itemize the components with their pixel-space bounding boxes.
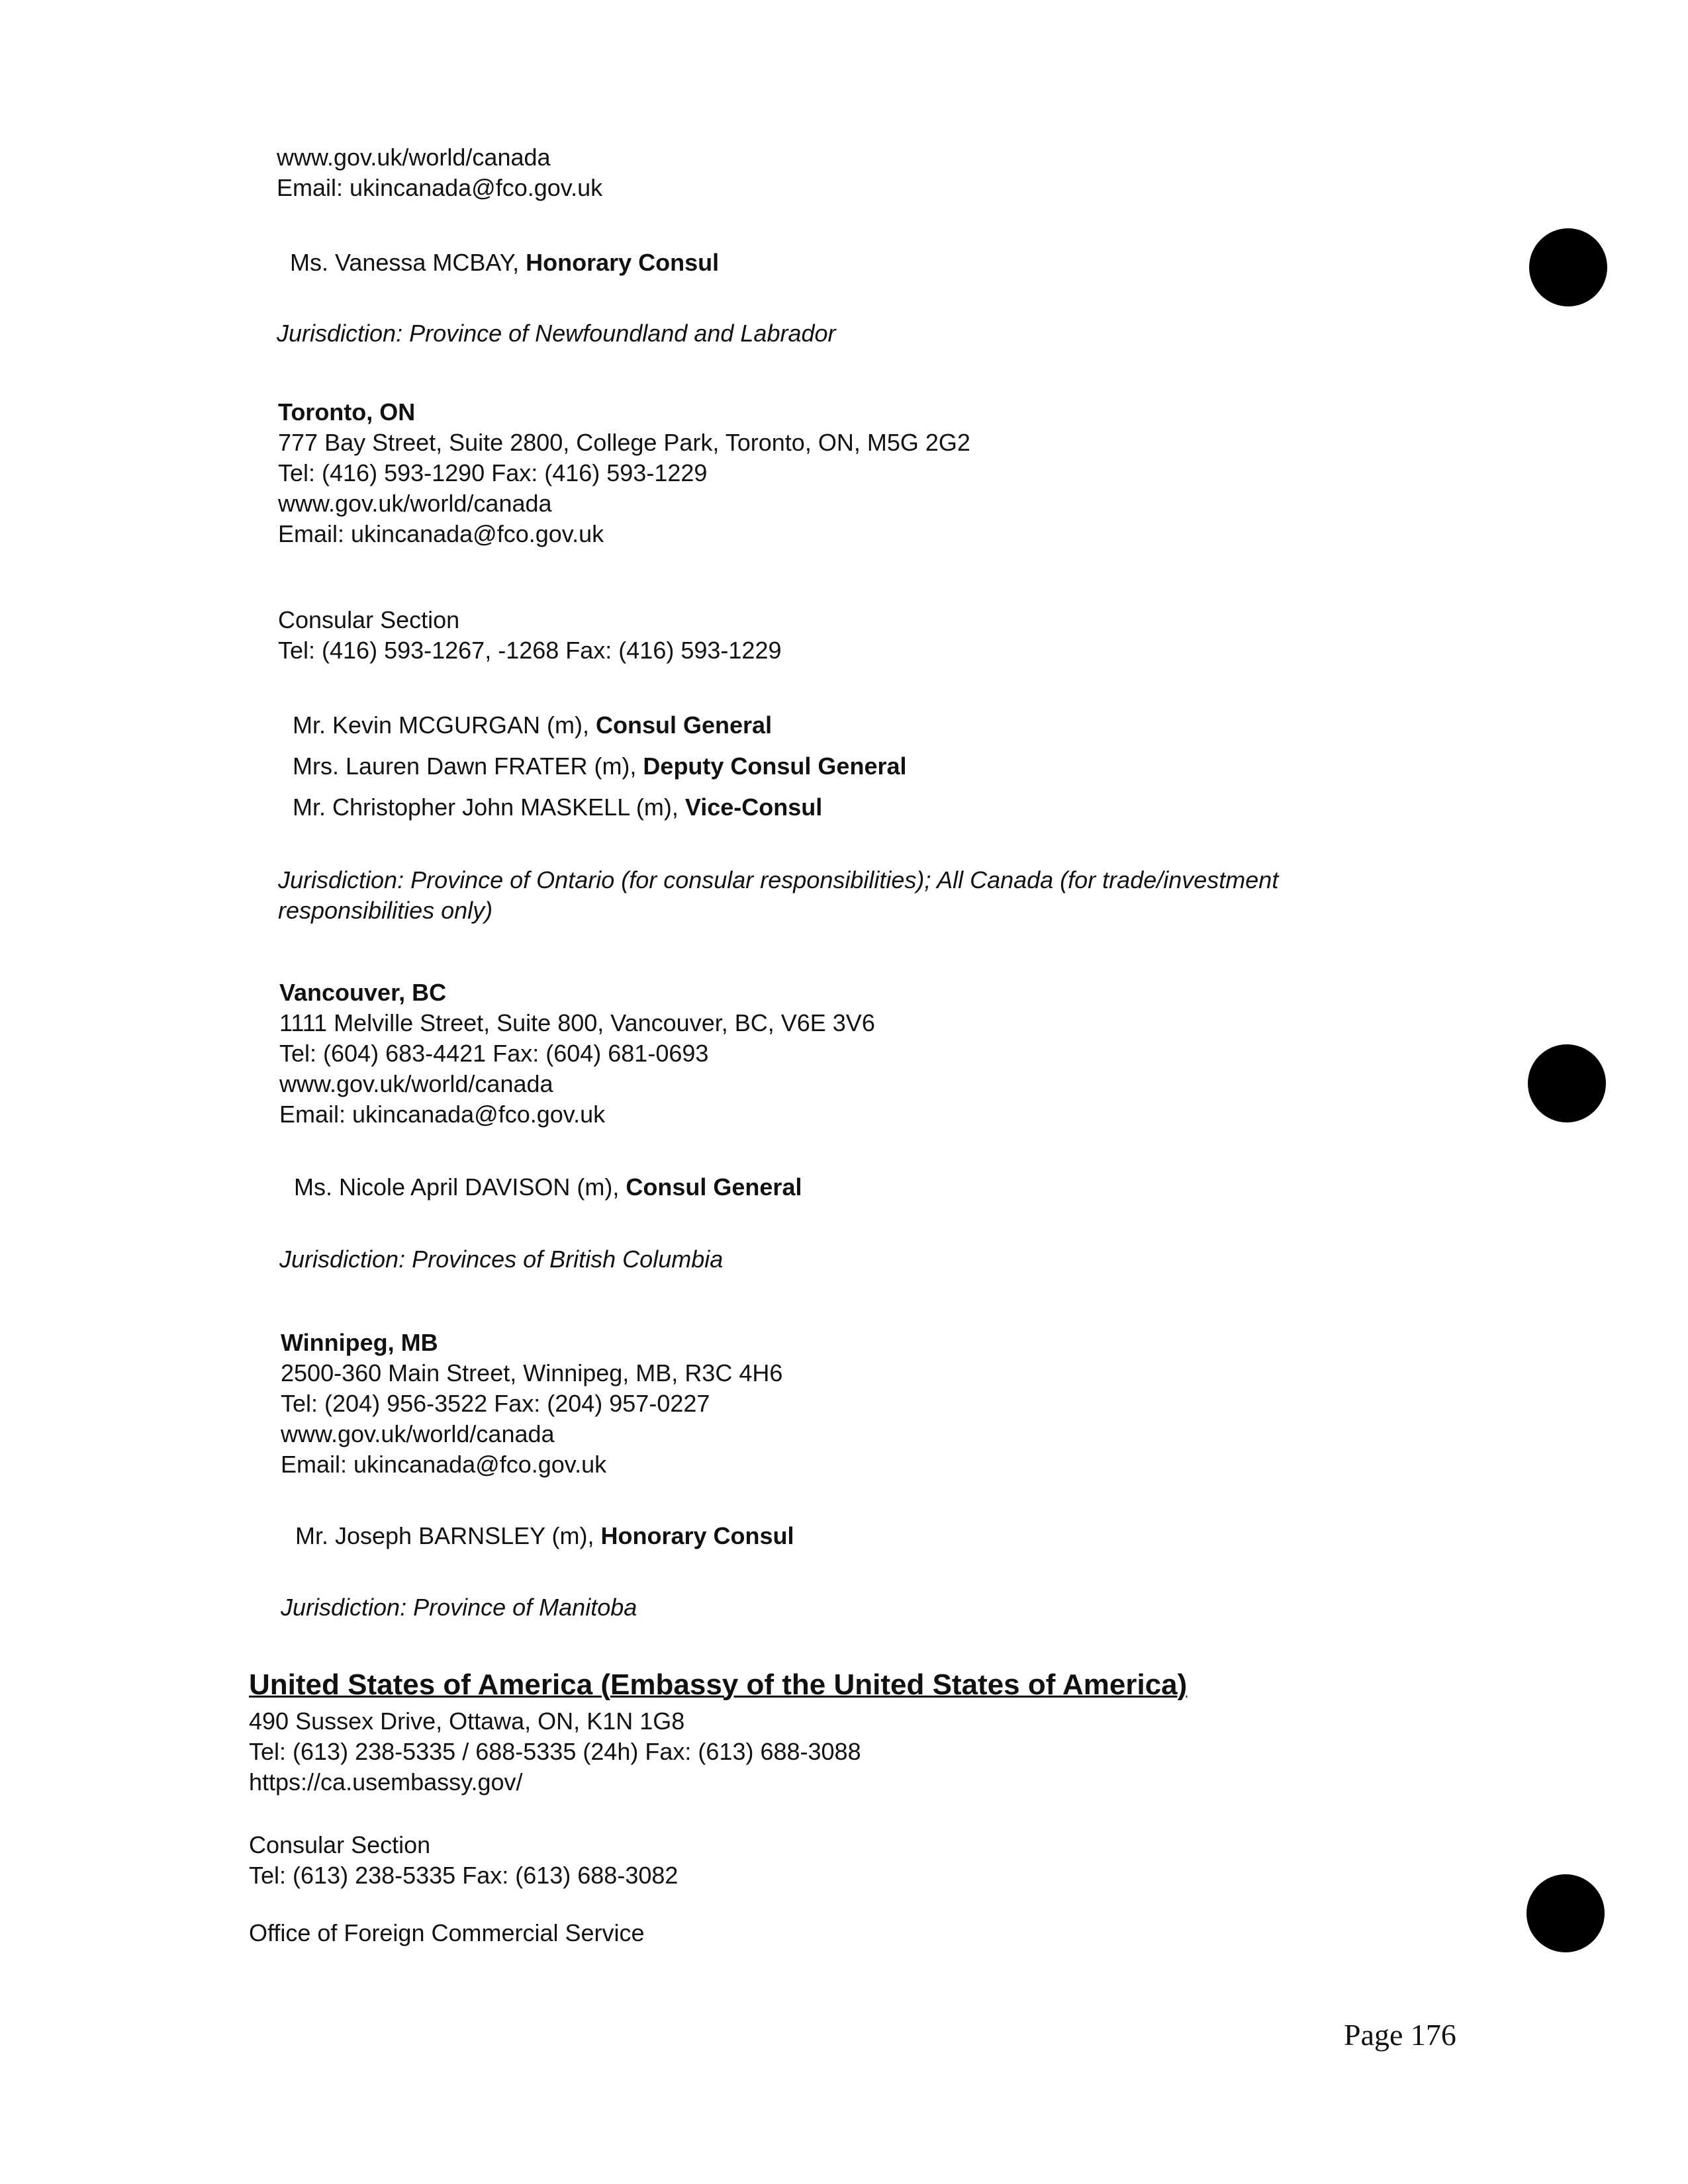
website: www.gov.uk/world/canada: [281, 1420, 555, 1447]
consular-telephone: Tel: (613) 238-5335 Fax: (613) 688-3082: [249, 1862, 679, 1889]
staff-entry: [293, 710, 907, 751]
country-heading-usa: United States of America (Embassy of the United States of America): [249, 1668, 1188, 1701]
address: 490 Sussex Drive, Ottawa, ON, K1N 1G8: [249, 1707, 685, 1735]
person-title: Deputy Consul General: [643, 752, 907, 780]
vancouver-jurisdiction: Jurisdiction: Provinces of British Columbia: [279, 1246, 724, 1273]
person-name: Ms. Nicole April DAVISON (m),: [294, 1173, 626, 1201]
website: https://ca.usembassy.gov/: [249, 1768, 523, 1796]
vancouver-person: [294, 1172, 802, 1203]
person-name: Mr. Joseph BARNSLEY (m),: [295, 1522, 601, 1549]
person-title: Honorary Consul: [600, 1522, 794, 1549]
website: www.gov.uk/world/canada: [277, 144, 551, 171]
punch-hole-top: [1529, 228, 1607, 306]
email: Email: ukincanada@fco.gov.uk: [279, 1101, 606, 1128]
jurisdiction-line: Jurisdiction: Province of Ontario (for consular responsibilities); All Canada (for trade/investment: [278, 866, 1279, 893]
website: www.gov.uk/world/canada: [279, 1070, 553, 1097]
address: 1111 Melville Street, Suite 800, Vancouver, BC, V6E 3V6: [279, 1009, 875, 1036]
telephone: Tel: (604) 683-4421 Fax: (604) 681-0693: [279, 1040, 709, 1067]
email: Email: ukincanada@fco.gov.uk: [277, 174, 603, 201]
person-title: Consul General: [626, 1173, 802, 1201]
city-heading: Vancouver, BC: [279, 979, 447, 1006]
top-person: [290, 248, 719, 278]
punch-hole-bottom: [1526, 1874, 1605, 1952]
person-title: Honorary Consul: [526, 249, 720, 276]
toronto-consular-section: [278, 605, 781, 666]
toronto-jurisdiction: [278, 865, 1278, 926]
staff-entry: [293, 792, 907, 833]
website: www.gov.uk/world/canada: [278, 490, 552, 517]
jurisdiction-line: responsibilities only): [278, 897, 493, 924]
telephone: Tel: (613) 238-5335 / 688-5335 (24h) Fax: (613) 688-3088: [249, 1738, 861, 1765]
usa-embassy-contact: [249, 1706, 861, 1797]
punch-hole-middle: [1528, 1044, 1606, 1122]
winnipeg-office: [281, 1328, 782, 1480]
address: 777 Bay Street, Suite 2800, College Park, Toronto, ON, M5G 2G2: [278, 429, 970, 456]
usa-consular-section: [249, 1830, 678, 1891]
top-jurisdiction: Jurisdiction: Province of Newfoundland and Labrador: [277, 320, 836, 347]
person-name: Mr. Kevin MCGURGAN (m),: [293, 711, 596, 739]
toronto-staff-list: [293, 710, 907, 833]
staff-entry: [293, 751, 907, 792]
vancouver-office: [279, 978, 875, 1130]
email: Email: ukincanada@fco.gov.uk: [278, 520, 604, 547]
top-contact-block: [277, 142, 602, 203]
person-title: Vice-Consul: [684, 794, 823, 821]
telephone: Tel: (416) 593-1290 Fax: (416) 593-1229: [278, 459, 708, 486]
consular-telephone: Tel: (416) 593-1267, -1268 Fax: (416) 593-1229: [278, 637, 782, 664]
winnipeg-person: [295, 1521, 794, 1551]
city-heading: Winnipeg, MB: [281, 1329, 438, 1356]
consular-label: Consular Section: [278, 606, 460, 633]
city-heading: Toronto, ON: [278, 398, 416, 426]
toronto-office: [278, 397, 970, 549]
email: Email: ukincanada@fco.gov.uk: [281, 1451, 607, 1478]
person-name: Mr. Christopher John MASKELL (m),: [293, 794, 685, 821]
consular-label: Consular Section: [249, 1831, 431, 1858]
person-name: Ms. Vanessa MCBAY,: [290, 249, 526, 276]
person-title: Consul General: [596, 711, 773, 739]
page-number: Page 176: [1344, 2018, 1456, 2052]
winnipeg-jurisdiction: Jurisdiction: Province of Manitoba: [281, 1594, 637, 1621]
person-name: Mrs. Lauren Dawn FRATER (m),: [293, 752, 643, 780]
address: 2500-360 Main Street, Winnipeg, MB, R3C 4H6: [281, 1359, 783, 1387]
usa-commercial-office: Office of Foreign Commercial Service: [249, 1919, 645, 1946]
telephone: Tel: (204) 956-3522 Fax: (204) 957-0227: [281, 1390, 710, 1417]
